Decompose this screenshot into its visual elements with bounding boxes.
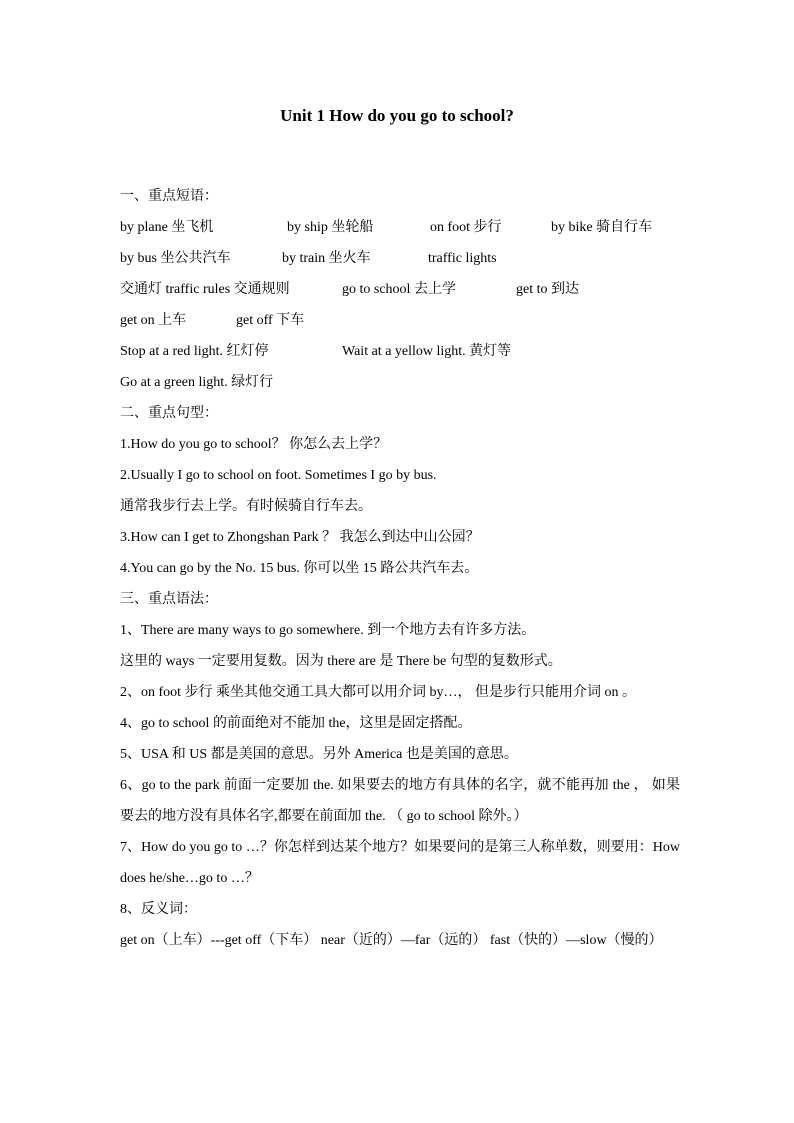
phrase-row: [120, 305, 680, 336]
phrase-row: [120, 212, 680, 243]
phrase-row: [120, 336, 680, 367]
phrase-item: Go at a green light. 绿灯行: [120, 375, 274, 390]
sentence-line: 通常我步行去上学。有时候骑自行车去。: [120, 499, 372, 514]
phrase-row: [120, 274, 680, 305]
section-heading-grammar: 三、重点语法：: [120, 592, 218, 607]
phrase-item: traffic lights: [428, 251, 497, 266]
sentence-line: 2.Usually I go to school on foot. Sometimes I go by bus.: [120, 468, 437, 483]
grammar-point: 8、反义词：: [120, 902, 197, 917]
phrase-item: Wait at a yellow light. 黄灯等: [342, 344, 512, 359]
grammar-point: get on（上车）---get off（下车） near（近的）—far（远的） fast（快的）—slow（慢的）: [120, 933, 663, 948]
phrase-item: by train 坐火车: [282, 251, 371, 266]
sentence-line: 1.How do you go to school？ 你怎么去上学？: [120, 437, 388, 452]
phrase-item: by ship 坐轮船: [287, 220, 374, 235]
phrase-item: by plane 坐飞机: [120, 220, 214, 235]
phrase-item: 交通灯 traffic rules 交通规则: [120, 282, 290, 297]
grammar-point: 7、How do you go to …？你怎样到达某个地方？如果要问的是第三人称单数，则要用：How does he/she…go to …？: [120, 840, 680, 886]
phrase-item: on foot 步行: [430, 220, 502, 235]
grammar-point: 这里的 ways 一定要用复数。因为 there are 是 There be 句型的复数形式。: [120, 654, 562, 669]
grammar-point: 1、There are many ways to go somewhere. 到一个地方去有许多方法。: [120, 623, 536, 638]
phrase-item: by bike 骑自行车: [551, 220, 653, 235]
document-title: Unit 1 How do you go to school?: [280, 106, 514, 125]
grammar-point: 2、on foot 步行 乘坐其他交通工具大都可以用介词 by…， 但是步行只能用介词 on 。: [120, 685, 637, 700]
phrase-row: [120, 243, 680, 274]
phrase-row: [120, 367, 680, 398]
sentence-line: 3.How can I get to Zhongshan Park ？ 我怎么到达中山公园？: [120, 530, 480, 545]
phrase-item: get to 到达: [516, 282, 579, 297]
document-body: [120, 181, 680, 956]
grammar-point: 4、go to school 的前面绝对不能加 the，这里是固定搭配。: [120, 716, 472, 731]
phrase-item: get on 上车: [120, 313, 187, 328]
section-heading-sentences: 二、重点句型：: [120, 406, 218, 421]
phrase-item: by bus 坐公共汽车: [120, 251, 231, 266]
phrase-item: go to school 去上学: [342, 282, 456, 297]
section-heading-phrases: 一、重点短语：: [120, 189, 218, 204]
grammar-point: 6、go to the park 前面一定要加 the. 如果要去的地方有具体的名字，就不能再加 the ， 如果要去的地方没有具体名字,都要在前面加 the. （ go to school 除外。）: [120, 778, 680, 824]
phrase-item: Stop at a red light. 红灯停: [120, 344, 269, 359]
grammar-point: 5、USA 和 US 都是美国的意思。另外 America 也是美国的意思。: [120, 747, 518, 762]
phrase-item: get off 下车: [236, 313, 305, 328]
sentence-line: 4.You can go by the No. 15 bus. 你可以坐 15 路公共汽车去。: [120, 561, 479, 576]
